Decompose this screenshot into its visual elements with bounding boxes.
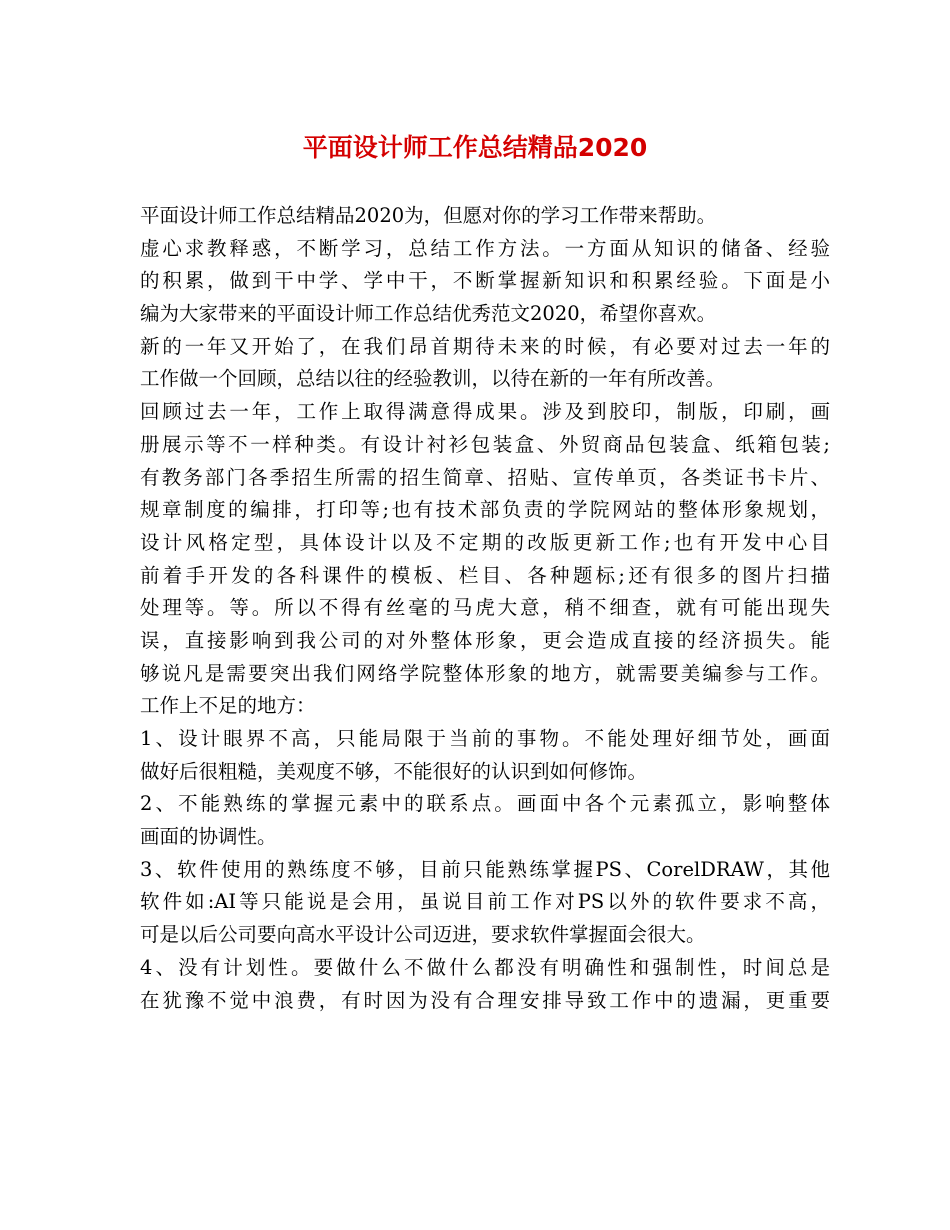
body-line: 够说凡是需要突出我们网络学院整体形象的地方，就需要美编参与工作。 xyxy=(140,661,830,685)
body-line: 画面的协调性。 xyxy=(140,825,277,849)
body-line: 回顾过去一年，工作上取得满意得成果。涉及到胶印，制版，印刷，画 xyxy=(140,400,830,424)
body-line: 1、设计眼界不高，只能局限于当前的事物。不能处理好细节处，画面 xyxy=(140,727,830,750)
body-line: 规章制度的编排，打印等;也有技术部负责的学院网站的整体形象规划， xyxy=(140,498,830,522)
body-line: 2、不能熟练的掌握元素中的联系点。画面中各个元素孤立，影响整体 xyxy=(140,792,830,816)
body-line: 编为大家带来的平面设计师工作总结优秀范文2020，希望你喜欢。 xyxy=(140,302,717,326)
body-line: 做好后很粗糙，美观度不够，不能很好的认识到如何修饰。 xyxy=(140,759,648,783)
body-line: 平面设计师工作总结精品2020为，但愿对你的学习工作带来帮助。 xyxy=(140,204,717,227)
body-line: 3、软件使用的熟练度不够，目前只能熟练掌握PS、CorelDRAW，其他 xyxy=(140,857,830,881)
body-line: 在犹豫不觉中浪费，有时因为没有合理安排导致工作中的遗漏，更重要 xyxy=(140,988,830,1012)
body-line: 可是以后公司要向高水平设计公司迈进，要求软件掌握面会很大。 xyxy=(140,923,706,947)
body-line: 虚心求教释惑，不断学习，总结工作方法。一方面从知识的储备、经验 xyxy=(140,236,830,260)
body-line: 册展示等不一样种类。有设计衬衫包装盒、外贸商品包装盒、纸箱包装; xyxy=(140,432,830,456)
body-line: 工作做一个回顾，总结以往的经验教训，以待在新的一年有所改善。 xyxy=(140,367,726,391)
document-body xyxy=(140,200,830,1017)
body-line: 新的一年又开始了，在我们昂首期待未来的时候，有必要对过去一年的 xyxy=(140,334,830,358)
body-line: 前着手开发的各科课件的模板、栏目、各种题标;还有很多的图片扫描 xyxy=(140,563,830,587)
body-line: 设计风格定型，具体设计以及不定期的改版更新工作;也有开发中心目 xyxy=(140,530,830,554)
body-line: 软件如:AI等只能说是会用，虽说目前工作对PS以外的软件要求不高， xyxy=(140,890,830,914)
body-line: 误，直接影响到我公司的对外整体形象，更会造成直接的经济损失。能 xyxy=(140,628,830,652)
body-line: 的积累，做到干中学、学中干，不断掌握新知识和积累经验。下面是小 xyxy=(140,269,830,293)
body-line: 有教务部门各季招生所需的招生简章、招贴、宣传单页，各类证书卡片、 xyxy=(140,465,830,489)
body-line: 4、没有计划性。要做什么不做什么都没有明确性和强制性，时间总是 xyxy=(140,955,830,979)
body-line: 工作上不足的地方： xyxy=(140,694,316,718)
document-title: 平面设计师工作总结精品2020 xyxy=(302,133,648,162)
body-line: 处理等。等。所以不得有丝毫的马虎大意，稍不细查，就有可能出现失 xyxy=(140,596,830,620)
